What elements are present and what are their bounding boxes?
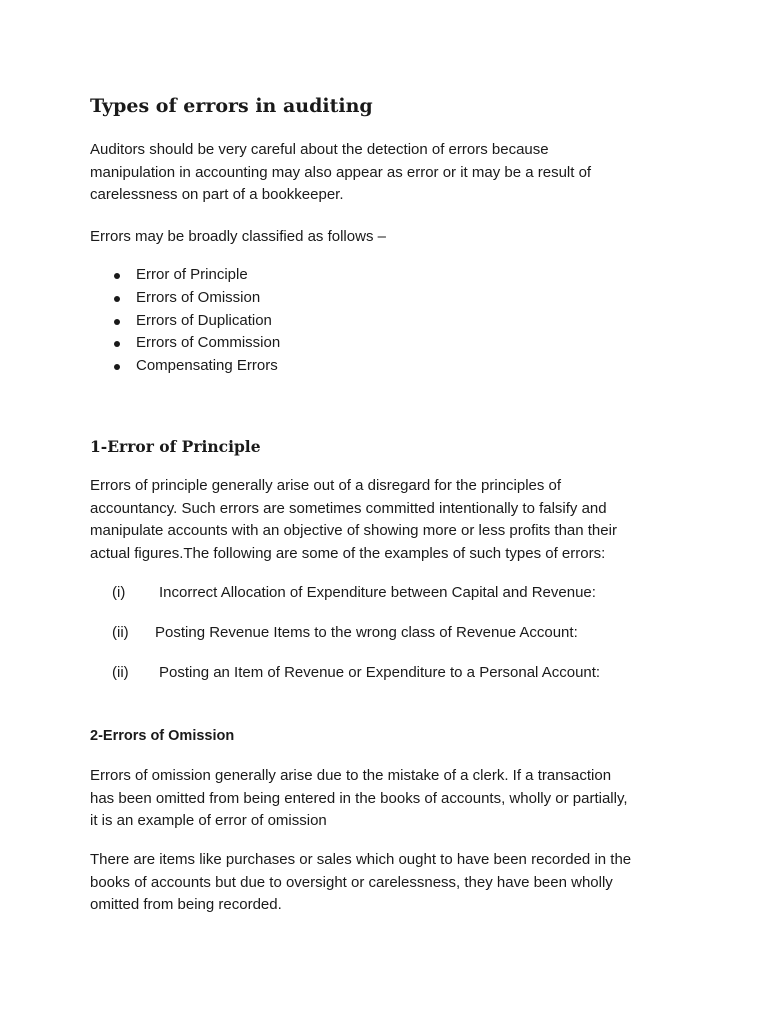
example-text: Incorrect Allocation of Expenditure between Capital and Revenue:	[159, 584, 596, 601]
list-item-label: Errors of Commission	[136, 334, 281, 352]
paragraph-line: has been omitted from being entered in the books of accounts, wholly or partially,	[90, 789, 628, 807]
bullet-icon	[114, 364, 120, 370]
paragraph-line: manipulate accounts with an objective of showing more or less profits than their	[90, 522, 617, 539]
example-text: Posting Revenue Items to the wrong class of Revenue Account:	[155, 624, 578, 641]
bullet-icon	[114, 296, 120, 302]
paragraph-line: accountancy. Such errors are sometimes committed intentionally to falsify and	[90, 499, 607, 517]
intro-line: Auditors should be very careful about the detection of errors because	[90, 141, 549, 158]
example-number: (ii)	[112, 664, 129, 681]
list-item	[90, 332, 280, 355]
list-item	[90, 287, 280, 310]
example-number: (ii)	[112, 624, 129, 641]
paragraph-line: Errors of omission generally arise due to the mistake of a clerk. If a transaction	[90, 767, 612, 784]
bullet-icon	[114, 273, 120, 279]
list-item-label: Errors of Omission	[136, 288, 261, 306]
example-number: (i)	[112, 584, 126, 601]
paragraph-line: books of accounts but due to oversight or carelessness, they have been wholly	[90, 873, 613, 891]
classification-lead: Errors may be broadly classified as follows –	[90, 228, 386, 245]
paragraph-line: There are items like purchases or sales which ought to have been recorded in the	[90, 851, 632, 868]
bullet-icon	[114, 341, 120, 347]
section1-heading: 1-Error of Principle	[90, 437, 261, 456]
section2-paragraph	[90, 849, 631, 917]
intro-paragraph	[90, 139, 591, 207]
intro-line: manipulation in accounting may also appear as error or it may be a result of	[90, 163, 592, 181]
paragraph-line: it is an example of error of omission	[90, 812, 327, 829]
list-item-label: Error of Principle	[136, 266, 248, 283]
error-types-list	[90, 264, 280, 378]
list-item	[90, 310, 280, 333]
section2-heading: 2-Errors of Omission	[90, 728, 235, 744]
list-item	[90, 264, 280, 287]
document-title: Types of errors in auditing	[90, 95, 373, 117]
example-text: Posting an Item of Revenue or Expenditure to a Personal Account:	[159, 664, 601, 681]
paragraph-line: actual figures.The following are some of the examples of such types of errors:	[90, 544, 606, 562]
list-item-label: Compensating Errors	[136, 357, 278, 375]
list-item	[90, 355, 280, 378]
list-item-label: Errors of Duplication	[136, 311, 272, 329]
bullet-icon	[114, 319, 120, 325]
section1-paragraph	[90, 475, 617, 565]
intro-line: carelessness on part of a bookkeeper.	[90, 186, 344, 203]
paragraph-line: omitted from being recorded.	[90, 896, 282, 913]
paragraph-line: Errors of principle generally arise out of a disregard for the principles of	[90, 477, 562, 494]
section2-paragraph	[90, 765, 628, 833]
